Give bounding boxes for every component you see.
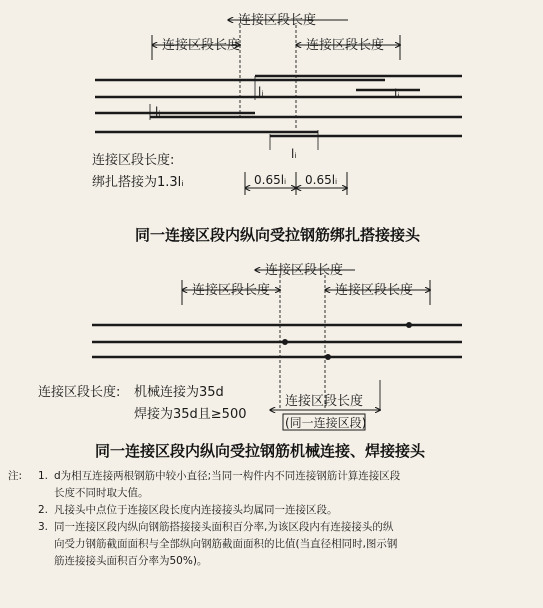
li-label-2: lᵢ (394, 87, 400, 101)
split-label-b: 0.65lᵢ (305, 173, 338, 187)
bottom-center-dim-label: 连接区段长度 (285, 394, 364, 409)
note-3-line-3: 筋连接接头面积百分率为50%)。 (54, 555, 208, 567)
bottom-note-mech: 机械连接为35d (134, 385, 224, 400)
note-1-num: 1. (38, 470, 49, 482)
bottom-note-weld: 焊接为35d且≥500 (134, 407, 247, 422)
bottom-title: 同一连接区段内纵向受拉钢筋机械连接、焊接接头 (95, 442, 426, 460)
li-label-4: lᵢ (291, 147, 297, 161)
li-label-3: lᵢ (155, 105, 161, 119)
joint-dot-1 (406, 322, 412, 328)
bottom-main-dim-label: 连接区段长度 (265, 263, 344, 278)
li-label-1: lᵢ (258, 85, 264, 99)
top-note-1: 连接区段长度: (92, 153, 175, 168)
bottom-right-dim-label: 连接区段长度 (335, 283, 414, 298)
top-right-dim-label: 连接区段长度 (306, 38, 385, 53)
bottom-left-dim-label: 连接区段长度 (192, 283, 271, 298)
note-1-line-2: 长度不同时取大值。 (54, 487, 149, 499)
bottom-note-head: 连接区段长度: (38, 385, 121, 400)
notes-section (8, 468, 536, 570)
split-label-a: 0.65lᵢ (254, 173, 287, 187)
top-main-dim-label: 连接区段长度 (238, 13, 317, 28)
note-1-line-1: d为相互连接两根钢筋中较小直径;当同一构件内不同连接钢筋计算连接区段 (54, 470, 401, 482)
top-title: 同一连接区段内纵向受拉钢筋绑扎搭接接头 (135, 226, 421, 244)
note-3-line-1: 同一连接区段内纵向钢筋搭接接头面积百分率,为该区段内有连接接头的纵 (54, 521, 394, 533)
bottom-center-box-label: (同一连接区段) (285, 416, 367, 430)
lap-splice-diagram (95, 20, 462, 195)
note-2-num: 2. (38, 504, 49, 516)
note-3-line-2: 向受力钢筋截面面积与全部纵向钢筋截面面积的比值(当直径相同时,图示钢 (54, 538, 398, 550)
top-note-2: 绑扎搭接为1.3lᵢ (92, 175, 184, 190)
joint-dot-2 (282, 339, 288, 345)
joint-dot-3 (325, 354, 331, 360)
note-3-num: 3. (38, 521, 49, 533)
note-2-line-1: 凡接头中点位于连接区段长度内连接接头均属同一连接区段。 (54, 504, 338, 516)
notes-head: 注: (8, 470, 23, 482)
top-left-dim-label: 连接区段长度 (162, 38, 241, 53)
